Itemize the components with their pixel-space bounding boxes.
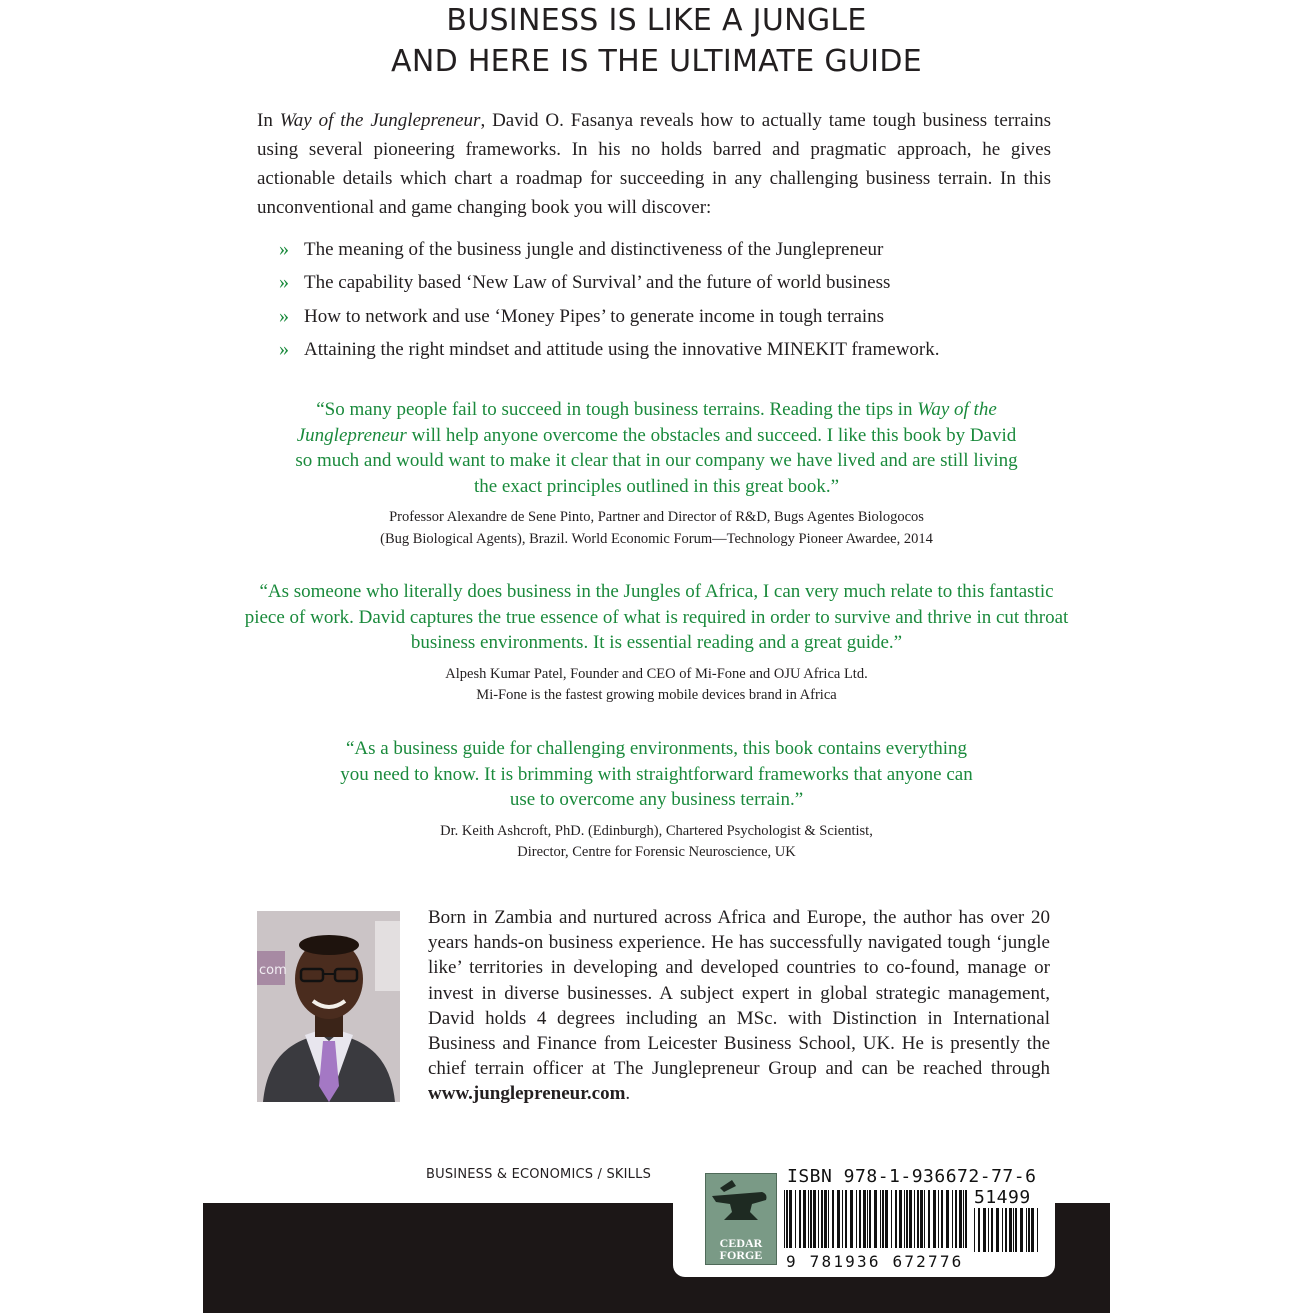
barcode-bar xyxy=(810,1190,812,1248)
barcode-bar xyxy=(799,1190,801,1248)
intro-text: , David O. Fasanya reveals how to actually tame tough business terrains using several pioneering frameworks. In his no holds barred and pragmatic approach, he gives actionable details which chart a roadmap for succeeding in any challenging business terrain. In this unconventional and game changing book you will discover: xyxy=(257,110,1052,218)
category-label: BUSINESS & ECONOMICS / SKILLS xyxy=(426,1167,652,1182)
barcode-bar xyxy=(850,1190,853,1248)
bullet-chevron-icon: » xyxy=(279,271,289,294)
author-portrait-icon xyxy=(257,911,400,1102)
bullet-chevron-icon: » xyxy=(279,304,289,327)
author-photo xyxy=(257,911,400,1102)
headline xyxy=(0,0,1313,82)
barcode-bar xyxy=(837,1190,840,1248)
barcode-bar xyxy=(1026,1208,1027,1252)
barcode-bar xyxy=(983,1208,986,1252)
barcode-bar xyxy=(933,1190,936,1248)
publisher-name xyxy=(706,1237,776,1261)
barcode-bar xyxy=(885,1190,888,1248)
barcode-bar xyxy=(818,1190,819,1248)
list-item xyxy=(279,234,1069,267)
barcode-bar xyxy=(1031,1208,1034,1252)
barcode-bar xyxy=(891,1190,892,1248)
publisher-name-line: CEDAR xyxy=(719,1236,763,1250)
barcode-bar xyxy=(1028,1208,1030,1252)
list-item xyxy=(279,301,1069,334)
barcode-bar xyxy=(988,1208,989,1252)
photo-backdrop-text: com xyxy=(259,963,287,978)
barcode-bar xyxy=(955,1190,957,1248)
barcode-bar xyxy=(1002,1208,1003,1252)
price-code: 51499 xyxy=(974,1187,1031,1208)
barcode-bar xyxy=(938,1190,939,1248)
barcode-bar xyxy=(941,1190,943,1248)
attribution-line: (Bug Biological Agents), Brazil. World Economic Forum—Technology Pioneer Awardee, 2014 xyxy=(380,530,933,547)
attribution-line: Director, Centre for Forensic Neuroscience, UK xyxy=(517,844,796,860)
barcode-bar xyxy=(917,1190,919,1248)
barcode-bar xyxy=(978,1208,980,1252)
intro-book-title: Way of the Junglepreneur xyxy=(279,110,481,131)
barcode-bar xyxy=(808,1190,809,1248)
barcode-bar xyxy=(1037,1208,1038,1252)
testimonial-1 xyxy=(220,397,1093,550)
barcode-bar xyxy=(909,1190,912,1248)
barcode-bar xyxy=(904,1190,905,1248)
barcode-bar xyxy=(821,1190,823,1248)
testimonial-attribution xyxy=(220,821,1093,864)
intro-paragraph xyxy=(257,106,1051,222)
attribution-line: Mi-Fone is the fastest growing mobile devices brand in Africa xyxy=(476,687,837,703)
barcode-bar xyxy=(789,1190,792,1248)
attribution-line: Dr. Keith Ashcroft, PhD. (Edinburgh), Chartered Psychologist & Scientist, xyxy=(440,822,873,839)
barcode-bar xyxy=(867,1190,868,1248)
list-item xyxy=(279,334,1069,367)
barcode-bar xyxy=(952,1190,953,1248)
intro-lead: In xyxy=(257,110,280,131)
barcode-bar xyxy=(899,1190,902,1248)
barcode-bar xyxy=(920,1190,923,1248)
headline-line-1: BUSINESS IS LIKE A JUNGLE xyxy=(446,3,867,38)
barcode-bar xyxy=(859,1190,861,1248)
barcode-bar xyxy=(784,1190,785,1248)
author-bio xyxy=(428,905,1050,1107)
barcode-bar xyxy=(869,1190,871,1248)
attribution-line: Professor Alexandre de Sene Pinto, Partner and Director of R&D, Bugs Agentes Biologocos xyxy=(389,509,924,525)
barcode-bar xyxy=(795,1190,796,1248)
isbn-text: ISBN 978-1-936672-77-6 xyxy=(787,1166,1037,1187)
barcode-bar xyxy=(1005,1208,1007,1252)
testimonial-quote: “As a business guide for challenging environments, this book contains everything you need to know. It is brimming with straightforward frameworks that anyone can use to overcome any business terrain.” xyxy=(340,738,973,810)
headline-line-2: AND HERE IS THE ULTIMATE GUIDE xyxy=(391,44,922,79)
bullet-chevron-icon: » xyxy=(279,238,289,260)
discover-list xyxy=(279,234,1069,367)
testimonial-3 xyxy=(220,736,1093,864)
barcode-bar xyxy=(991,1208,993,1252)
testimonial-quote xyxy=(220,397,1093,499)
barcode-bar xyxy=(924,1190,925,1248)
barcode-bar xyxy=(828,1190,829,1248)
list-item-text: How to network and use ‘Money Pipes’ to generate income in tough terrains xyxy=(304,305,885,327)
barcode-bar xyxy=(882,1190,884,1248)
isbn-barcode xyxy=(784,1190,974,1248)
bullet-chevron-icon: » xyxy=(279,337,289,360)
publisher-name-line: FORGE xyxy=(719,1248,763,1262)
price-barcode xyxy=(974,1208,1044,1252)
barcode-bar xyxy=(974,1208,975,1252)
list-item-text: Attaining the right mindset and attitude using the innovative MINEKIT framework. xyxy=(304,338,940,360)
testimonial-2 xyxy=(220,579,1093,707)
barcode-bar xyxy=(824,1190,827,1248)
barcode-bar xyxy=(863,1190,866,1248)
barcode-bar xyxy=(946,1190,949,1248)
testimonial-attribution xyxy=(220,507,1093,550)
barcode-bar xyxy=(1009,1208,1012,1252)
barcode-bar xyxy=(1013,1208,1014,1252)
barcode-bar xyxy=(845,1190,847,1248)
barcode-bar xyxy=(1015,1208,1017,1252)
barcode-bar xyxy=(906,1190,908,1248)
barcode-bar xyxy=(786,1190,788,1248)
testimonial-quote: “As someone who literally does business in the Jungles of Africa, I can very much relate to this fantastic piece of work. David captures the true essence of what is required in order to survive and thrive in cut throat business environments. It is essential reading and a great guide.” xyxy=(244,581,1069,653)
barcode-bar xyxy=(813,1190,816,1248)
barcode-bar xyxy=(895,1190,897,1248)
barcode-bar xyxy=(963,1190,964,1248)
quote-text-a: “So many people fail to succeed in tough business terrains. Reading the tips in xyxy=(316,399,918,420)
barcode-bar xyxy=(996,1208,999,1252)
barcode-bar xyxy=(880,1190,881,1248)
barcode-bar xyxy=(842,1190,843,1248)
publisher-logo xyxy=(705,1173,777,1265)
barcode-bar xyxy=(1020,1208,1023,1252)
barcode-bar xyxy=(914,1190,915,1248)
barcode-bar xyxy=(803,1190,806,1248)
bio-text: Born in Zambia and nurtured across Africa and Europe, the author has over 20 years hands-on business experience. He has successfully navigated tough ‘jungle like’ territories in developing and developed countries to co-found, manage or invest in diverse businesses. A subject expert in global strategic management, David holds 4 degrees including an MSc. with Distinction in International Business and Finance from Leicester Business School, UK. He is presently the chief terrain officer at The Junglepreneur Group and can be reached through xyxy=(428,907,1050,1080)
list-item-text: The meaning of the business jungle and distinctiveness of the Junglepreneur xyxy=(304,239,884,260)
author-website: www.junglepreneur.com xyxy=(428,1083,626,1105)
bio-end: . xyxy=(625,1083,631,1105)
attribution-line: Alpesh Kumar Patel, Founder and CEO of Mi-Fone and OJU Africa Ltd. xyxy=(445,665,868,682)
testimonial-attribution xyxy=(220,664,1093,707)
barcode-bar xyxy=(874,1190,877,1248)
list-item xyxy=(279,267,1069,300)
quote-book-title: Way of the Junglepreneur xyxy=(296,399,997,446)
barcode-digits: 9 781936 672776 xyxy=(786,1252,964,1271)
quote-text-b: will help anyone overcome the obstacles and succeed. I like this book by David so much and would want to make it clear that in our company we have lived and are still living the exact principles outlined in this great book.” xyxy=(295,424,1018,497)
barcode-bar xyxy=(959,1190,962,1248)
barcode-bar xyxy=(832,1190,834,1248)
barcode-bar xyxy=(928,1190,930,1248)
list-item-text: The capability based ‘New Law of Survival’ and the future of world business xyxy=(304,272,891,294)
anvil-icon xyxy=(706,1178,776,1238)
barcode-bar xyxy=(856,1190,857,1248)
barcode-bar xyxy=(965,1190,967,1248)
